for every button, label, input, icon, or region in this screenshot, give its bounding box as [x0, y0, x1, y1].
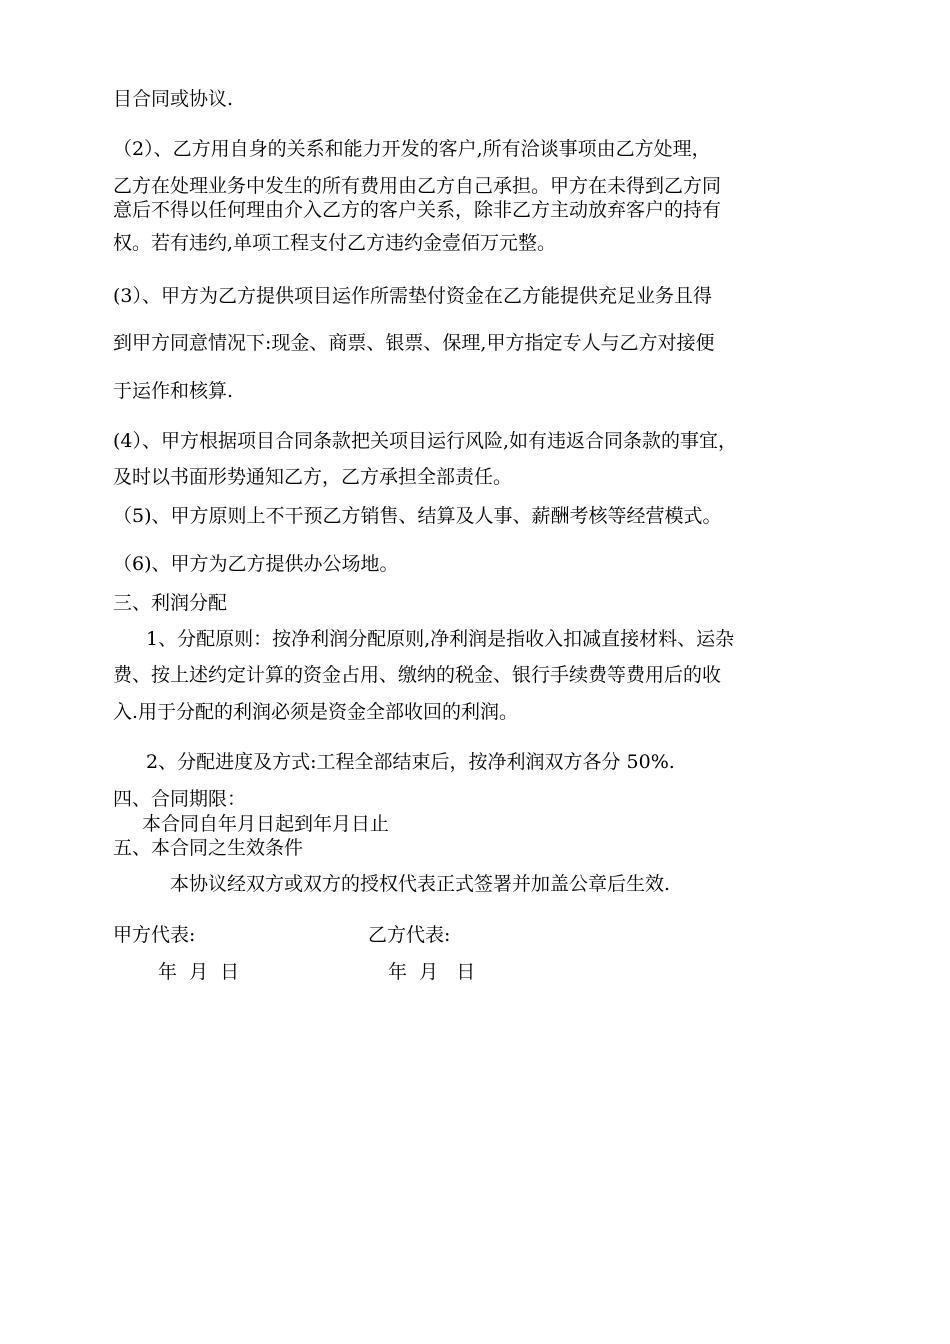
clause-5-line: （5)、甲方原则上不干预乙方销售、结算及人事、薪酬考核等经营模式。: [113, 505, 722, 527]
term-line: 本合同自年月日起到年月日止: [142, 813, 390, 835]
section-heading: 三、利润分配: [113, 592, 228, 614]
text-line: 目合同或协议.: [113, 88, 234, 110]
clause-2-line: 权。若有违约,单项工程支付乙方违约金壹佰万元整。: [113, 232, 557, 254]
party-a-date: 年 月 日: [158, 961, 240, 983]
clause-4-line: 及时以书面形势通知乙方，乙方承担全部责任。: [113, 466, 513, 488]
clause-3-line: 到甲方同意情况下:现金、商票、银票、保理,甲方指定专人与乙方对接便: [113, 332, 715, 354]
clause-3-line: 于运作和核算.: [113, 380, 234, 402]
clause-3-line: (3）、甲方为乙方提供项目运作所需垫付资金在乙方能提供充足业务且得: [113, 285, 713, 307]
clause-2-line: （2）、乙方用自身的关系和能力开发的客户,所有洽谈事项由乙方处理，: [113, 138, 711, 160]
effect-line: 本协议经双方或双方的授权代表正式签署并加盖公章后生效.: [170, 873, 671, 895]
party-b-date: 年 月 日: [388, 961, 476, 983]
clause-2-line: 意后不得以任何理由介入乙方的客户关系，除非乙方主动放弃客户的持有: [113, 199, 722, 221]
profit-rule-line: 1、分配原则：按净利润分配原则,净利润是指收入扣减直接材料、运杂: [146, 628, 735, 650]
clause-6-line: （6)、甲方为乙方提供办公场地。: [113, 553, 399, 575]
clause-4-line: (4）、甲方根据项目合同条款把关项目运行风险,如有违返合同条款的事宜，: [113, 430, 738, 452]
party-a-label: 甲方代表:: [113, 924, 196, 946]
section-heading: 五、本合同之生效条件: [113, 837, 304, 859]
profit-rule-line: 入.用于分配的利润必须是资金全部收回的利润。: [113, 701, 519, 723]
profit-schedule-line: 2、分配进度及方式:工程全部结束后，按净利润双方各分 50%.: [146, 751, 675, 773]
profit-rule-line: 费、按上述约定计算的资金占用、缴纳的税金、银行手续费等费用后的收: [113, 664, 722, 686]
clause-2-line: 乙方在处理业务中发生的所有费用由乙方自己承担。甲方在未得到乙方同: [113, 175, 722, 197]
party-b-label: 乙方代表:: [368, 924, 451, 946]
section-heading: 四、合同期限：: [113, 788, 247, 810]
